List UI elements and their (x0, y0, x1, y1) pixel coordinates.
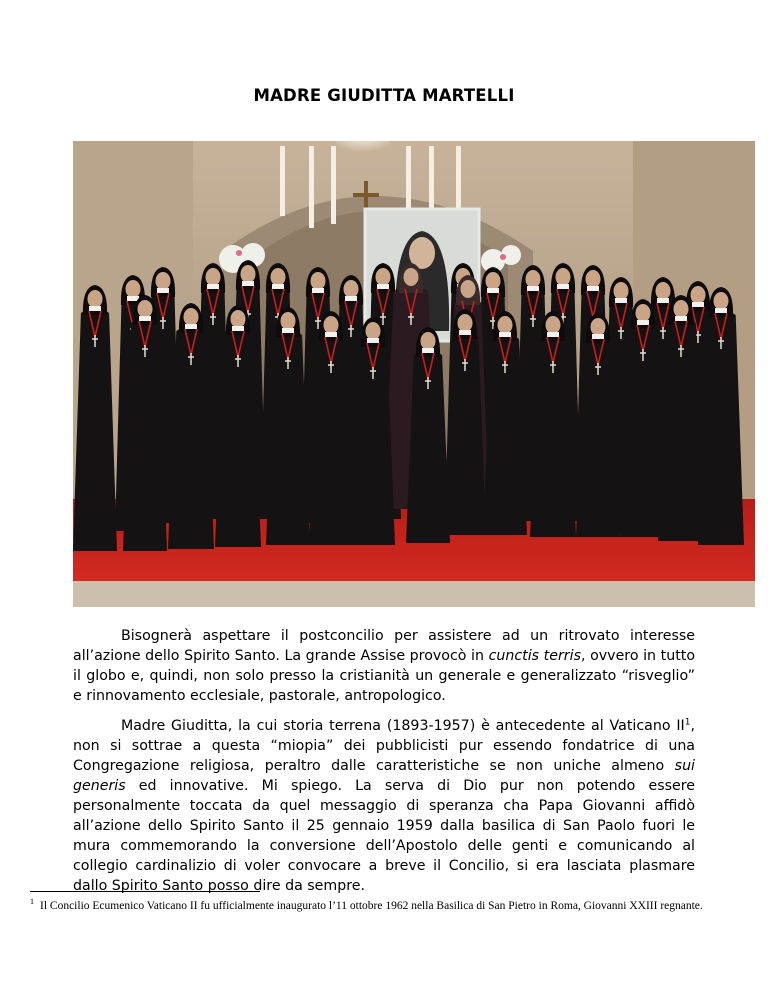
document-title: MADRE GIUDITTA MARTELLI (253, 86, 515, 105)
footnote-divider (30, 891, 260, 892)
paragraph-1: Bisognerà aspettare il postconcilio per assistere ad un ritrovato interesse all’azione dello Spirito Santo. La grande Assise provocò in cunctis terris, ovvero in tutto il globo e, quindi, non solo presso la cristianità un generale e generalizzato “risveglio” e rinnovamento ecclesiale, pastorale, antropologico. (73, 628, 696, 704)
footnote: $^1$ Il Concilio Ecumenico Vaticano II fu ufficialmente inaugurato l’11 ottobre 1962 nella Basilica di San Pietro in Roma, Giovanni XXIII regnante. (30, 897, 703, 912)
footnote-marker: 1 (30, 897, 34, 907)
group-photo (73, 141, 755, 607)
group-photo-nuns-bishop-altar-icon (73, 141, 755, 607)
footnote-reference[interactable]: 1 (684, 717, 691, 728)
paragraph-2: Madre Giuditta, la cui storia terrena (1893-1957) è antecedente al Vaticano $II^1$, non si sottrae a questa “miopia” dei pubblicisti pur essendo fondatrice di una Congregazione religiosa, peraltro dalle caratteristiche se non uniche almeno sui generis ed innovative. Mi spiego. La serva di Dio pur non potendo essere personalmente toccata da quel messaggio di speranza cha Papa Giovanni affidò all’azione dello Spirito Santo il 25 gennaio 1959 dalla basilica di San Paolo fuori le mura commemorando la conversione dell’Apostolo delle genti e comunicando al collegio cardinalizio di voler convocare a breve il Concilio, si era lasciata plasmare dallo Spirito Santo posso dire da sempre. (73, 717, 695, 894)
